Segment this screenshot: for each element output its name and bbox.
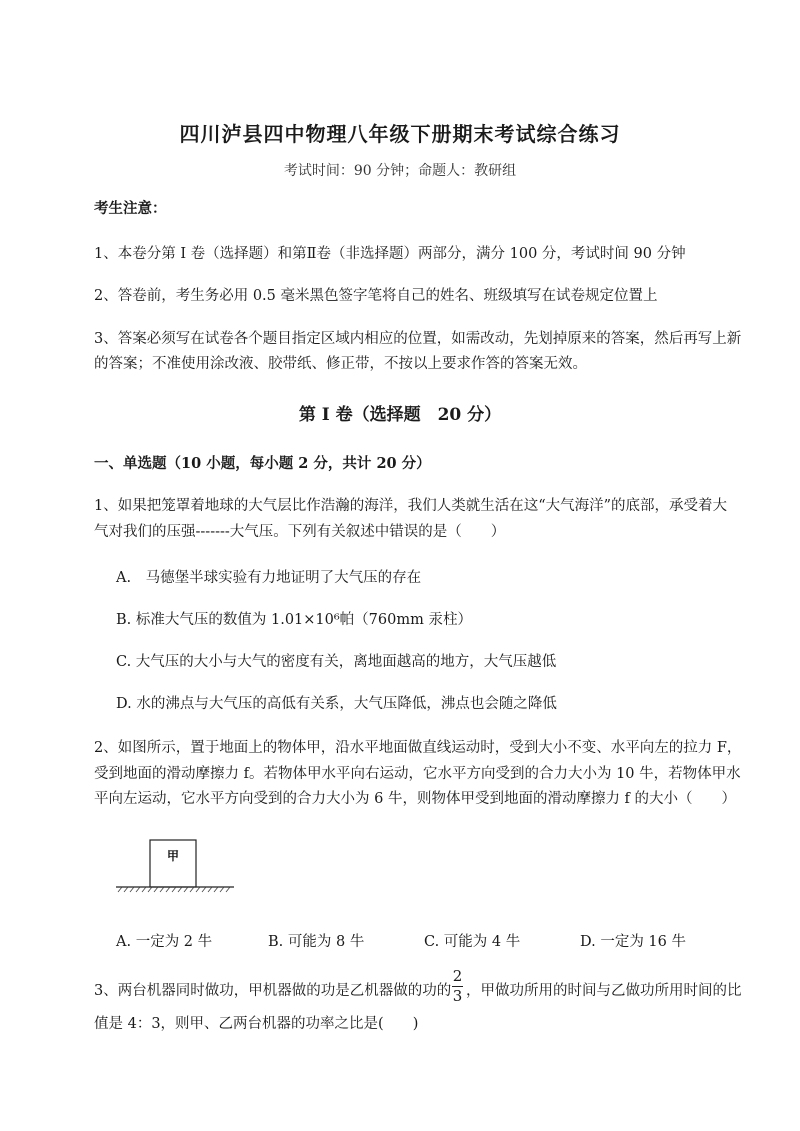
q1-option-d: D. 水的沸点与大气压的高低有关系，大气压降低，沸点也会随之降低 (116, 696, 557, 712)
exam-info: 考试时间：90 分钟；命题人：教研组 (283, 163, 517, 179)
q1-option-a: A. 马德堡半球实验有力地证明了大气压的存在 (116, 570, 422, 586)
notice-item-3: 3、答案必须写在试卷各个题目指定区域内相应的位置，如需改动，先划掉原来的答案，然后再写上新 (94, 331, 742, 347)
notice-heading: 考生注意： (94, 200, 167, 217)
block-label: 甲 (166, 849, 180, 863)
part-heading: 一、单选题（10 小题，每小题 2 分，共计 20 分） (94, 455, 431, 472)
q2-option-b: B. 可能为 8 牛 (268, 934, 365, 950)
q3-fraction (452, 968, 463, 1005)
q2-option-a: A. 一定为 2 牛 (116, 934, 213, 950)
q2-option-d: D. 一定为 16 牛 (580, 934, 686, 950)
q3-line-2: 值是 4：3，则甲、乙两台机器的功率之比是( ) (94, 1016, 419, 1032)
block-jia (150, 840, 196, 887)
q1-option-c: C. 大气压的大小与大气的密度有关，离地面越高的地方，大气压越低 (116, 654, 557, 670)
q2-option-c: C. 可能为 4 牛 (424, 934, 521, 950)
fraction-numerator: 2 (452, 967, 463, 985)
q2-line-3: 平向左运动，它水平方向受到的合力大小为 6 牛，则物体甲受到地面的滑动摩擦力 f 的大小（ ） (94, 791, 737, 807)
q1-line-2: 气对我们的压强-------大气压。下列有关叙述中错误的是（ ） (94, 524, 506, 540)
q2-line-1: 2、如图所示，置于地面上的物体甲，沿水平地面做直线运动时，受到大小不变、水平向左的拉力 F， (94, 740, 742, 756)
q2-line-2: 受到地面的滑动摩擦力 f。若物体甲水平向右运动，它水平方向受到的合力大小为 10 牛，若物体甲水 (94, 766, 741, 782)
q1-option-b: B. 标准大气压的数值为 1.01×10⁶帕（760mm 汞柱） (116, 612, 472, 628)
q2-figure (112, 834, 237, 898)
q1-line-1: 1、如果把笼罩着地球的大气层比作浩瀚的海洋，我们人类就生活在这“大气海洋”的底部，承受着大 (94, 498, 728, 514)
notice-item-3-cont: 的答案；不准使用涂改液、胶带纸、修正带，不按以上要求作答的答案无效。 (94, 356, 587, 372)
section-title: 第 I 卷（选择题 20 分） (298, 405, 502, 425)
q3-line-1-start: 3、两台机器同时做功，甲机器做的功是乙机器做的功的 (94, 983, 452, 999)
q3-line-1-end: ，甲做功所用的时间与乙做功所用时间的比 (466, 983, 742, 999)
notice-item-1: 1、本卷分第 I 卷（选择题）和第Ⅱ卷（非选择题）两部分，满分 100 分，考试时间 90 分钟 (94, 246, 686, 262)
page-title: 四川泸县四中物理八年级下册期末考试综合练习 (179, 122, 621, 146)
notice-item-2: 2、答卷前，考生务必用 0.5 毫米黑色签字笔将自己的姓名、班级填写在试卷规定位置上 (94, 288, 658, 304)
ground-hatching (118, 887, 230, 892)
fraction-denominator: 3 (452, 987, 463, 1005)
